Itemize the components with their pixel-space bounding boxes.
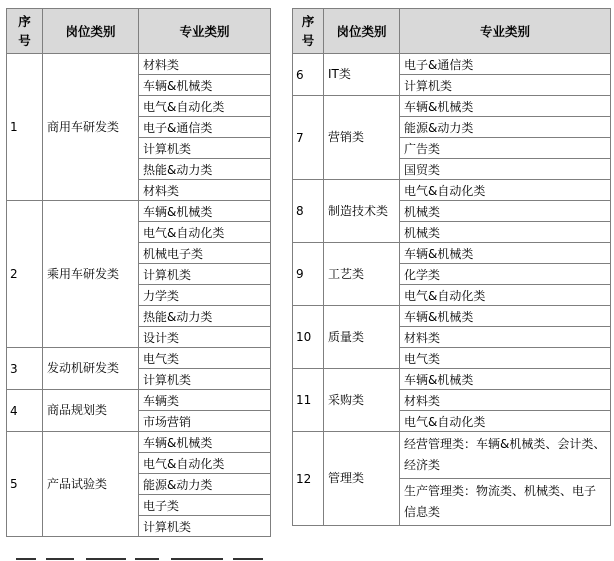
row-number: 6 (293, 54, 324, 96)
table-row (293, 432, 611, 479)
specialty-cell: 广告类 (400, 138, 611, 159)
specialty-cell: 车辆类 (139, 390, 271, 411)
specialty-cell: 能源&动力类 (139, 474, 271, 495)
job-category: 制造技术类 (324, 180, 400, 243)
specialty-cell: 材料类 (139, 54, 271, 75)
job-category: 乘用车研发类 (43, 201, 139, 348)
specialty-cell: 市场营销 (139, 411, 271, 432)
specialty-cell: 电气&自动化类 (400, 411, 611, 432)
right-body (293, 54, 611, 526)
row-number: 1 (7, 54, 43, 201)
left-table (6, 8, 271, 537)
cut-off-footnote (6, 549, 346, 561)
table-row (293, 306, 611, 327)
job-category: 工艺类 (324, 243, 400, 306)
specialty-cell: 电气&自动化类 (139, 96, 271, 117)
job-category: 发动机研发类 (43, 348, 139, 390)
specialty-cell: 材料类 (400, 327, 611, 348)
row-number: 5 (7, 432, 43, 537)
specialty-cell: 设计类 (139, 327, 271, 348)
specialty-cell: 车辆&机械类 (139, 201, 271, 222)
row-number: 7 (293, 96, 324, 180)
row-number: 3 (7, 348, 43, 390)
job-category: 商用车研发类 (43, 54, 139, 201)
row-number: 2 (7, 201, 43, 348)
table-row (293, 180, 611, 201)
specialty-cell: 电气&自动化类 (400, 285, 611, 306)
row-number: 10 (293, 306, 324, 369)
specialty-cell: 机械类 (400, 201, 611, 222)
row-number: 12 (293, 432, 324, 526)
specialty-cell: 车辆&机械类 (139, 75, 271, 96)
specialty-cell: 电气类 (139, 348, 271, 369)
job-category: 商品规划类 (43, 390, 139, 432)
job-category: 质量类 (324, 306, 400, 369)
header-seq: 序 号 (7, 9, 43, 54)
specialty-cell: 生产管理类：物流类、机械类、电子信息类 (400, 479, 611, 526)
table-row (7, 54, 271, 75)
specialty-cell: 车辆&机械类 (139, 432, 271, 453)
specialty-cell: 车辆&机械类 (400, 243, 611, 264)
specialty-cell: 材料类 (139, 180, 271, 201)
table-row (7, 201, 271, 222)
table-row (293, 369, 611, 390)
table-row (7, 390, 271, 411)
header-spec-right: 专业类别 (400, 9, 611, 54)
specialty-cell: 电子&通信类 (139, 117, 271, 138)
specialty-cell: 力学类 (139, 285, 271, 306)
job-category: 产品试验类 (43, 432, 139, 537)
specialty-cell: 化学类 (400, 264, 611, 285)
specialty-cell: 能源&动力类 (400, 117, 611, 138)
header-job-right: 岗位类别 (324, 9, 400, 54)
specialty-cell: 电气&自动化类 (400, 180, 611, 201)
specialty-cell: 计算机类 (139, 369, 271, 390)
job-category: 营销类 (324, 96, 400, 180)
left-body (7, 54, 271, 537)
specialty-cell: 热能&动力类 (139, 159, 271, 180)
specialty-cell: 材料类 (400, 390, 611, 411)
specialty-cell: 机械电子类 (139, 243, 271, 264)
specialty-cell: 电气&自动化类 (139, 453, 271, 474)
specialty-cell: 计算机类 (139, 516, 271, 537)
table-row (7, 348, 271, 369)
header-job: 岗位类别 (43, 9, 139, 54)
header-spec: 专业类别 (139, 9, 271, 54)
specialty-cell: 车辆&机械类 (400, 306, 611, 327)
table-row (293, 243, 611, 264)
specialty-cell: 电子类 (139, 495, 271, 516)
table-row (293, 96, 611, 117)
specialty-cell: 经营管理类：车辆&机械类、会计类、经济类 (400, 432, 611, 479)
row-number: 8 (293, 180, 324, 243)
table-row (7, 432, 271, 453)
specialty-cell: 车辆&机械类 (400, 96, 611, 117)
job-category: 管理类 (324, 432, 400, 526)
row-number: 9 (293, 243, 324, 306)
specialty-cell: 计算机类 (139, 264, 271, 285)
specialty-cell: 计算机类 (139, 138, 271, 159)
specialty-cell: 计算机类 (400, 75, 611, 96)
specialty-cell: 热能&动力类 (139, 306, 271, 327)
specialty-cell: 机械类 (400, 222, 611, 243)
header-seq-right: 序 号 (293, 9, 324, 54)
specialty-cell: 电气类 (400, 348, 611, 369)
specialty-cell: 车辆&机械类 (400, 369, 611, 390)
specialty-cell: 电气&自动化类 (139, 222, 271, 243)
table-row (293, 54, 611, 75)
row-number: 11 (293, 369, 324, 432)
right-table (292, 8, 611, 526)
job-category: 采购类 (324, 369, 400, 432)
job-category: IT类 (324, 54, 400, 96)
row-number: 4 (7, 390, 43, 432)
specialty-cell: 电子&通信类 (400, 54, 611, 75)
specialty-cell: 国贸类 (400, 159, 611, 180)
